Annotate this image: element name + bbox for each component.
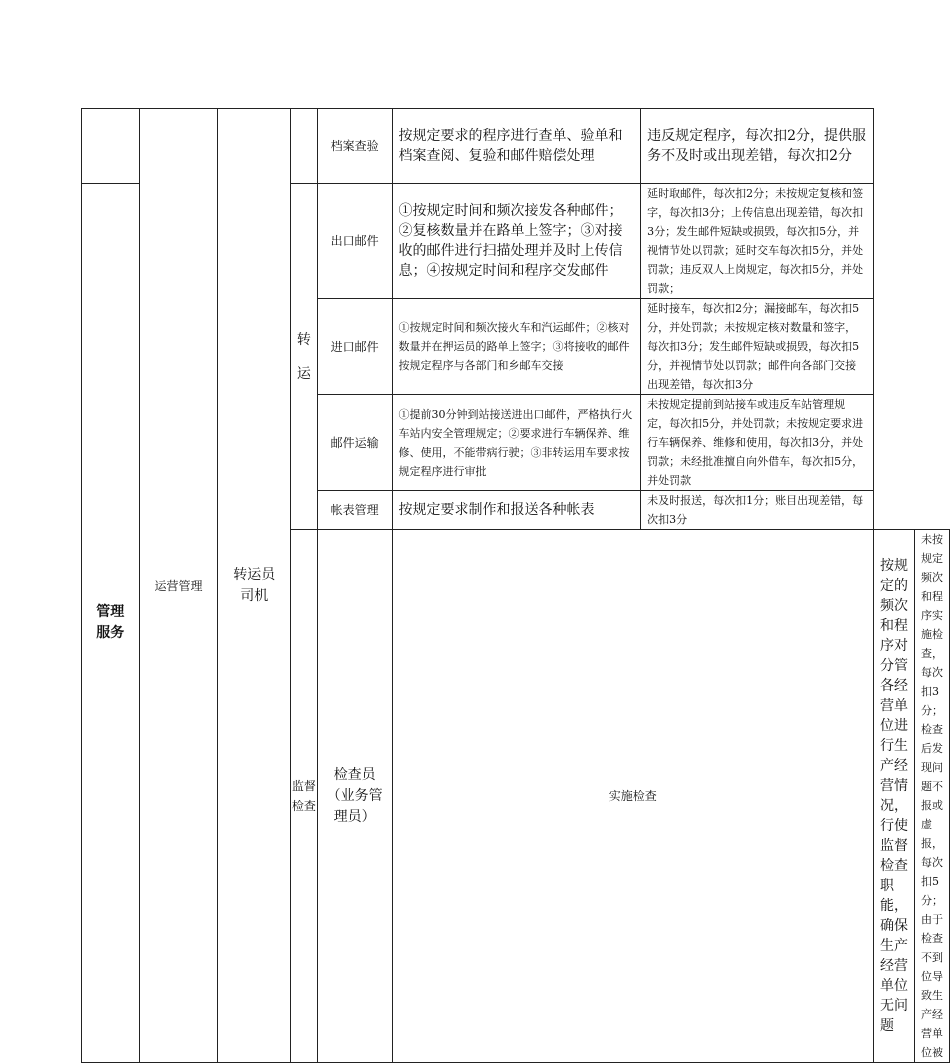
requirement-text: 按规定要求制作和报送各种帐表	[398, 502, 595, 518]
penalty-cell	[641, 109, 874, 184]
item-cell	[392, 530, 873, 1063]
requirement-text: ①提前30分钟到站接送进出口邮件，严格执行火车站内安全管理规定；②要求进行车辆保养、维修、使用，不能带病行驶；③非转运用车要求按规定程序进行审批	[398, 407, 633, 478]
penalty-cell	[915, 530, 950, 1063]
penalty-text: 延时接车，每次扣2分；漏接邮车，每次扣5分，并处罚款；未按规定核对数量和签字，每次扣3分；发生邮件短缺或损毁，每次扣5分，并视情节处以罚款；邮件向各部门交接出现差错，每次扣3分	[647, 302, 860, 391]
item-label: 邮件运输	[330, 435, 379, 450]
sub-cell-zhuanyun	[291, 184, 318, 530]
item-cell	[317, 491, 392, 530]
requirement-text: ①按规定时间和频次接发各种邮件；②复核数量并在路单上签字；③对接收的邮件进行扫描处理并及时上传信息；④按规定时间和程序交发邮件	[398, 203, 623, 279]
category-cell-top	[82, 109, 140, 184]
assessment-table	[81, 108, 950, 1063]
sub-cell-top	[291, 109, 318, 184]
requirement-cell	[392, 184, 641, 299]
sub-label: 转运	[296, 331, 311, 382]
requirement-cell	[874, 530, 915, 1063]
section-label: 运营管理	[154, 578, 203, 593]
item-cell	[317, 109, 392, 184]
table-row	[82, 109, 950, 184]
item-label: 进口邮件	[330, 339, 379, 354]
item-cell	[317, 299, 392, 395]
item-cell	[317, 395, 392, 491]
section-cell-yunying	[139, 109, 218, 1063]
penalty-cell	[641, 184, 874, 299]
item-cell	[317, 184, 392, 299]
item-label: 实施检查	[608, 789, 657, 803]
requirement-text: 按规定要求的程序进行查单、验单和档案查阅、复验和邮件赔偿处理	[398, 128, 623, 164]
requirement-cell	[392, 491, 641, 530]
penalty-cell	[641, 395, 874, 491]
requirement-cell	[392, 395, 641, 491]
staff-label: 转运员司机	[233, 566, 276, 604]
staff-cell-jianchayuan	[317, 530, 392, 1063]
requirement-cell	[392, 109, 641, 184]
penalty-cell	[641, 491, 874, 530]
requirement-text: ①按规定时间和频次接火车和汽运邮件；②核对数量并在押运员的路单上签字；③将接收的邮件按规定程序与各部门和乡邮车交接	[398, 321, 630, 372]
penalty-text: 违反规定程序，每次扣2分，提供服务不及时或出现差错，每次扣2分	[647, 128, 867, 164]
staff-cell-zhuanyunyuan	[218, 109, 291, 1063]
category-label: 管理服务	[96, 604, 125, 641]
penalty-text: 延时取邮件，每次扣2分；未按规定复核和签字，每次扣3分；上传信息出现差错，每次扣3分；发生邮件短缺或损毁，每次扣5分，并视情节处以罚款；延时交车每次扣5分，并处罚款；违反双人上岗规定，每次扣5分，并处罚款；	[647, 187, 864, 295]
section-cell-jiandu	[291, 530, 318, 1063]
penalty-text: 未按规定频次和程序实施检查，每次扣3分；检查后发现问题不报或虚报，每次扣5分；由于检查不到位导致生产经营单位被	[921, 533, 943, 1059]
requirement-text: 按规定的频次和程序对分管各经营单位进行生产经营情况，行使监督检查职能，确保生产经营单位无问题	[880, 558, 908, 1034]
penalty-text: 未按规定提前到站接车或违反车站管理规定，每次扣5分，并处罚款；未按规定要求进行车辆保养、维修和使用，每次扣3分，并处罚款；未经批准擅自向外借车，每次扣5分，并处罚款	[647, 398, 864, 487]
requirement-cell	[392, 299, 641, 395]
item-label: 档案查验	[330, 139, 379, 153]
staff-label: 检查员（业务管理员）	[326, 766, 383, 825]
item-label: 出口邮件	[330, 234, 379, 248]
penalty-cell	[641, 299, 874, 395]
category-cell	[82, 184, 140, 1063]
section-label: 监督检查	[291, 779, 316, 813]
item-label: 帐表管理	[330, 503, 379, 517]
penalty-text: 未及时报送，每次扣1分；账目出现差错，每次扣3分	[647, 494, 864, 526]
